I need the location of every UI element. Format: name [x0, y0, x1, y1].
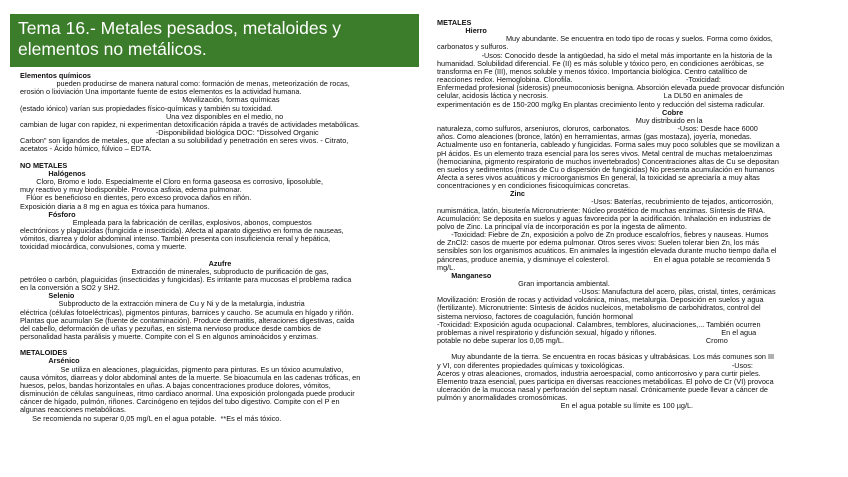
text-line: -Toxicidad: Fiebre de Zn, exposición a polvo de Zn produce escalofríos, fiebres y nauseas. Humos [437, 230, 769, 240]
text-line: humanidad. Solubilidad diferencial. Fe (II) es más soluble y tóxico pero, en condiciones aeróbicas, se [437, 58, 764, 68]
text-line: Elemento traza esencial, pues participa en diversas reacciones metabólicas. El polvo de Cr (VI) provoca [437, 376, 774, 386]
text-line: -Usos: Conocido desde la antigüedad, ha sido el metal más importante en la historia de la [437, 50, 773, 60]
text-line: naturaleza, como sulfuros, arseniuros, cloruros, carbonatos. -Usos: Desde hace 6000 [437, 124, 758, 134]
text-line: Movilización: Erosión de rocas y actividad volcánica, minas, metalurgia. Deposición en suelos y agua [437, 295, 764, 305]
text-line: eléctrica (células fotoeléctricas), pigmentos pinturas, barnices y caucho. Se acumula en hígado y riñón. [20, 307, 354, 317]
text-line: (hemocianina, pigmento respiratorio de muchos invertebrados) Concentraciones altas de Cu se depositan [437, 156, 779, 166]
section-heading: Hierro [437, 26, 487, 36]
text-line: disminución de células sanguíneas, ritmo cardiaco anormal. Una exposición prolongada puede producir [20, 389, 355, 399]
text-line: pH ácidos. Es un elemento traza esencial para los seres vivos. Metal central de muchas metaloenzimas [437, 148, 773, 158]
text-line: pulmón y anormalidades cromosómicas. [437, 393, 568, 403]
text-line: Afecta a seres vivos acuáticos y microorganismos En general, la toxicidad se apreciaría a muy altas [437, 172, 760, 182]
text-line: del cabello, deformación de uñas y pezuñas, en sistema nervioso produce desde cambios de [20, 323, 321, 333]
text-line: -Usos: Manufactura del acero, pilas, cristal, tintes, cerámicas [437, 287, 776, 297]
text-line: (fertilizante). Micronutriente: Síntesis de ácidos nucleicos, metabolismo de carbohidratos, control del [437, 303, 761, 313]
text-line: acetatos - Ácido húmico, fúlvico – EDTA. [20, 144, 152, 154]
text-line: en suelos y sedimentos (minas de Cu o dispersión de fungicidas) No presenta acumulación en humanos [437, 164, 775, 174]
section-heading: Zinc [437, 189, 525, 199]
text-line: electrónicos y plaguicidas (fungicida e insecticida). Afecta al aparato digestivo en forma de nauseas, [20, 225, 344, 235]
text-line: causa vómitos, diarreas y dolor abdominal antes de la muerte. Se bioacumula en las cadenas tróficas, en [20, 372, 361, 382]
section-heading: Fósforo [20, 209, 76, 219]
section-heading: NO METALES [20, 160, 68, 170]
text-line: Movilización, formas químicas [20, 95, 280, 105]
section-heading: METALES [437, 18, 472, 27]
text-line: cáncer de hígado, pulmón, riñones. Carcinógeno en tejidos del tubo digestivo. Compite con el P en [20, 397, 340, 407]
text-line: Plantas que acumulan Se (fuente de contaminación). Produce dermatitis, alteraciones digestivas, caída [20, 315, 355, 325]
text-line [20, 154, 420, 162]
slide-title-banner [10, 14, 419, 67]
text-line: Aceros y otras aleaciones, cromados, industria aeroespacial, como anticorrosivo y para curtir pieles. [437, 368, 761, 378]
text-line: polvo de Zinc. La principal vía de incorporación es por la ingesta de alimento. [437, 221, 687, 231]
text-line: algunas reacciones metabólicas. [20, 405, 126, 415]
text-line: carbonatos y sulfuros. [437, 42, 509, 52]
text-line: Enfermedad profesional (siderosis) pneumoconiosis benigna. Absorción elevada puede provocar disfunción [437, 83, 785, 93]
text-line: Se recomienda no superar 0,05 mg/L en el agua potable. **Es el más tóxico. [20, 413, 282, 423]
text-line: transforma en Fe (III), menos soluble y menos tóxico. Importancia biológica. Centro catalítico de [437, 66, 748, 76]
text-line: Muy distribuido en la [437, 115, 703, 125]
text-line: problemas a nivel respiratorio y disfunción sexual, hígado y riñones. En el agua [437, 327, 757, 337]
text-line: Extracción de minerales, subproducto de purificación de gas, [20, 266, 329, 276]
text-line: Cloro, Bromo e Iodo. Especialmente el Cloro en forma gaseosa es corrosivo, liposoluble, [20, 177, 323, 187]
text-line: Subproducto de la extracción minera de Cu y Ni y de la metalurgia, industria [20, 299, 305, 309]
text-line: Se utiliza en aleaciones, plaguicidas, pigmento para pinturas. Es un tóxico acumulativo, [20, 364, 344, 374]
section-heading: Cobre [437, 107, 684, 117]
right-column [437, 19, 837, 411]
text-line: páncreas, produce anemia, y disminuye el colesterol. En el agua potable se recomienda 5 [437, 254, 771, 264]
text-line: Una vez disponibles en el medio, no [20, 111, 284, 121]
section-heading: Halógenos [20, 168, 86, 178]
text-line: ulceración de la mucosa nasal y perforación del septum nasal. Crónicamente puede llevar a cáncer de [437, 385, 768, 395]
text-line: años. Como aleaciones (bronce, latón) en herramientas, armas (gas mostaza), joyería, monedas. [437, 132, 752, 142]
text-line: Muy abundante. Se encuentra en todo tipo de rocas y suelos. Forma como óxidos, [437, 34, 773, 44]
text-line: Empleada para la fabricación de cerillas, explosivos, abonos, compuestos [20, 217, 312, 227]
section-heading: Arsénico [20, 356, 80, 366]
text-line: Exposición diaria a 8 mg en agua es tóxica para humanos. [20, 201, 210, 211]
text-line: Gran importancia ambiental. [437, 279, 610, 288]
text-line: En el agua potable su límite es 100 µg/L. [437, 401, 694, 411]
text-line: en la conversión a SO2 y SH2. [20, 283, 120, 293]
text-line: huesos, pelos, bandas horizontales en uñas. A bajas concentraciones produce dolores, vómitos, [20, 380, 331, 390]
text-line: vómitos, diarrea y dolor abdominal intenso. También presenta con insuficiencia renal y hepática, [20, 234, 331, 244]
slide-title: Tema 16.- Metales pesados, metaloides y elementos no metálicos. [18, 18, 341, 59]
text-line: Actualmente uso en fontanería, cableado y fungicidas. Forma sales muy poco solubles que se movilizan a [437, 140, 780, 150]
text-line: de ZnCl2: casos de muerte por edema pulmonar. Otros seres vivos: Suelen tolerar bien Zn, los más [437, 238, 760, 248]
text-line: muy reactivo y muy biodisponible. Provoca asfixia, edema pulmonar. [20, 185, 242, 195]
section-heading: METALOIDES [20, 348, 68, 358]
text-line: petróleo o carbón, plaguicidas (insecticidas y fungicidas). Es irritante para mucosas el problema radica [20, 274, 352, 284]
text-line: Acumulación: Se deposita en suelos y aguas favorecida por la acidificación. Inhalación en industrias de [437, 213, 771, 223]
text-line: Flúor es beneficioso en dientes, pero exceso provoca daños en riñón. [20, 193, 252, 203]
text-line: -Disponibilidad biológica DOC: "Dissolved Organic [20, 128, 319, 138]
text-line: experimentación es de 150-200 mg/kg En plantas crecimiento lento y reducción del sistema radicular. [437, 99, 765, 109]
section-heading: potable no debe superar los 0,05 mg/L. Cromo [437, 336, 728, 346]
text-line: pueden producirse de manera natural como: formación de menas, meteorización de rocas, [20, 79, 350, 89]
text-line: sensibles son los organismos acuáticos. En animales la ingestión elevada durante mucho tiempo daña el [437, 246, 777, 256]
text-line: Carbon" son ligandos de metales, que afectan a su solubilidad y penetración en seres vivos. - Citrato, [20, 136, 349, 146]
section-heading: Elementos químicos [20, 71, 91, 80]
text-line: cambian de lugar con rapidez, ni experimentan detoxificación rápida a través de actividades metabólicas. [20, 119, 360, 129]
text-line: (estado iónico) varían sus propiedades físico-químicas y también su toxicidad. [20, 103, 273, 113]
text-line: personalidad hasta parálisis y muerte. Compite con el S en algunos aminoácidos y enzimas. [20, 332, 319, 341]
text-line: toxicidad miocárdica, convulsiones, coma y muerte. [20, 242, 187, 252]
text-line: erosión o lixiviación Una importante fuente de estos elementos es la actividad humana. [20, 87, 302, 97]
text-line: y VI, con diferentes propiedades químicas y toxicológicas. -Usos: [437, 360, 753, 370]
text-line: reacciones redox. Hemoglobina. Clorofila. -Toxicidad: [437, 75, 721, 85]
text-line: celular, acidosis láctica y necrosis. La DL50 en animales de [437, 91, 743, 101]
section-heading: Selenio [20, 291, 75, 301]
section-heading: Manganeso [437, 270, 492, 280]
text-line [20, 341, 420, 349]
section-heading: Azufre [208, 258, 232, 268]
text-line: -Usos: Baterías, recubrimiento de tejados, anticorrosión, [437, 197, 774, 207]
text-line: Muy abundante de la tierra. Se encuentra en rocas básicas y ultrabásicas. Los más comunes son III [437, 352, 775, 362]
text-line: mg/L. [437, 262, 456, 272]
text-line: numismática, latón, bisutería Micronutriente: Núcleo prostético de muchas enzimas. Síntesis de RNA. [437, 205, 766, 215]
text-line: concentraciones y en condiciones fisicoquímicas concretas. [437, 181, 631, 191]
left-column [20, 72, 420, 423]
text-line: sistema nervioso, factores de coagulación, función hormonal [437, 311, 633, 321]
text-line: -Toxicidad: Exposición aguda ocupacional. Calambres, temblores, alucinaciones,... También ocurren [437, 319, 761, 329]
